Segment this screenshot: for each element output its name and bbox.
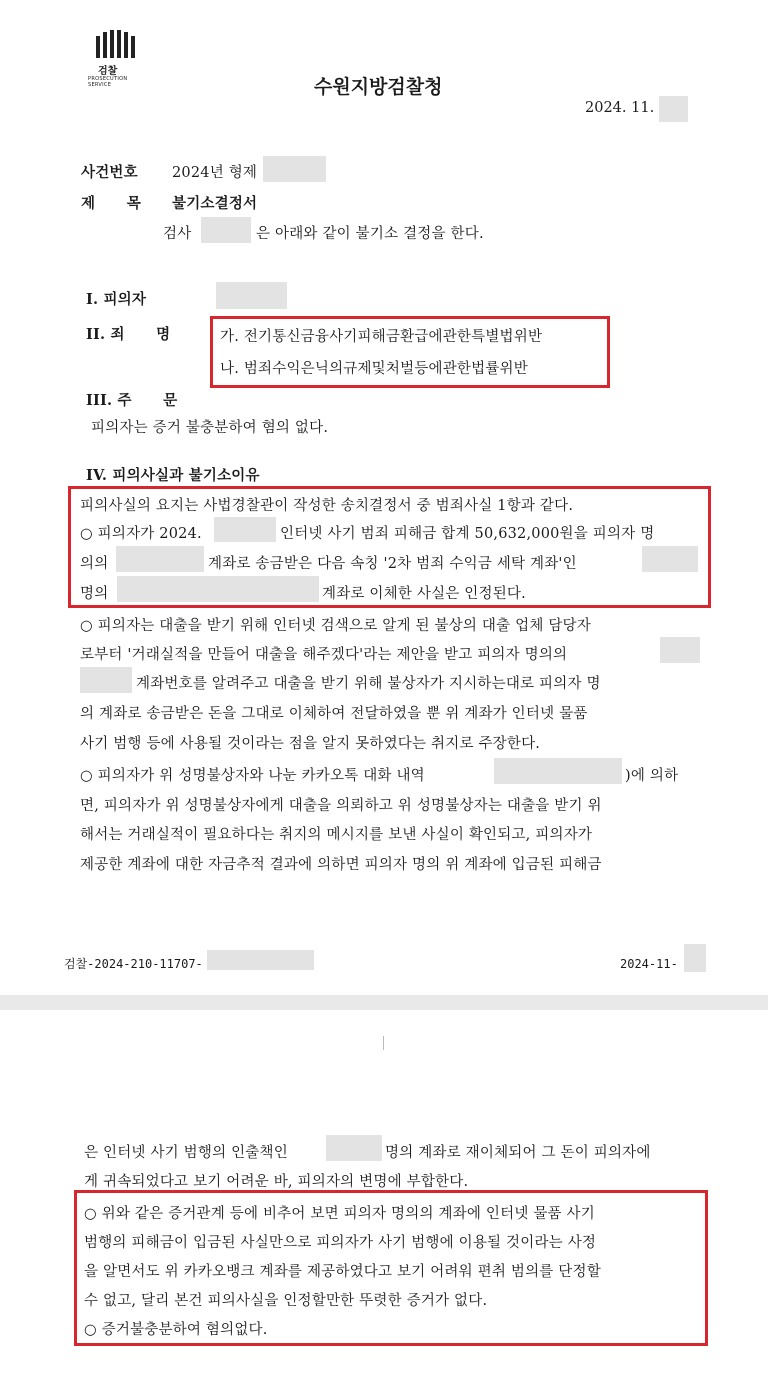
- logo-text-kr: 검찰: [98, 66, 118, 77]
- redacted-account-2: [117, 576, 319, 602]
- claim-line-3: 계좌번호를 알려주고 대출을 받기 위해 불상자가 지시하는대로 피의자 명: [136, 676, 601, 692]
- facts-line-4b: 계좌로 이체한 사실은 인정된다.: [322, 586, 526, 602]
- section-2-label: II. 죄 명: [86, 326, 171, 343]
- intro-text: 은 아래와 같이 불기소 결정을 한다.: [256, 226, 484, 242]
- section-3-text: 피의자는 증거 불충분하여 혐의 없다.: [91, 420, 329, 436]
- redacted-evidence-ref: [494, 758, 622, 784]
- footer-date: 2024-11-: [620, 957, 678, 971]
- conclusion-line-4: 수 없고, 달리 본건 피의사실을 인정할만한 뚜렷한 증거가 없다.: [84, 1293, 488, 1309]
- prosecution-logo: [88, 30, 150, 88]
- redacted-name-2: [642, 546, 698, 572]
- claim-line-4: 의 계좌로 송금받은 돈을 그대로 이체하여 전달하였을 뿐 위 계좌가 인터넷 물품: [80, 706, 588, 722]
- redacted-prosecutor-name: [201, 217, 251, 243]
- intro-prosecutor: 검사: [163, 226, 192, 242]
- evidence-line-1b: )에 의하: [625, 768, 679, 784]
- evidence-line-1a: ○ 피의자가 위 성명불상자와 나눈 카카오톡 대화 내역: [80, 768, 425, 784]
- evidence-line-2: 면, 피의자가 위 성명불상자에게 대출을 의뢰하고 위 성명불상자는 대출을 받기 위: [80, 798, 602, 814]
- cont-line-2: 게 귀속되었다고 보기 어려운 바, 피의자의 변명에 부합한다.: [84, 1174, 469, 1190]
- claim-line-1: ○ 피의자는 대출을 받기 위해 인터넷 검색으로 알게 된 불상의 대출 업체 담당자: [80, 618, 591, 634]
- section-4-label: IV. 피의사실과 불기소이유: [86, 467, 260, 484]
- case-number-value: 2024년 형제: [172, 165, 258, 181]
- facts-line-3b: 계좌로 송금받은 다음 속칭 '2차 범죄 수익금 세탁 계좌'인: [208, 556, 577, 572]
- redacted-transfer-date: [214, 517, 276, 542]
- redacted-account-1: [116, 546, 204, 572]
- logo-text-en: PROSECUTION SERVICE: [88, 76, 128, 88]
- office-title: 수원지방검찰청: [314, 76, 443, 98]
- facts-line-4a: 명의: [80, 586, 109, 602]
- section-3-label: III. 주 문: [86, 392, 178, 409]
- charge-2: 나. 범죄수익은닉의규제및처벌등에관한법률위반: [220, 361, 528, 377]
- title-value: 불기소결정서: [172, 195, 258, 212]
- cont-line-1b: 명의 계좌로 재이체되어 그 돈이 피의자에: [385, 1145, 651, 1161]
- facts-line-3a: 의의: [80, 556, 109, 572]
- redacted-date: [659, 96, 688, 122]
- redacted-withdrawer-name: [326, 1135, 382, 1161]
- section-1-label: I. 피의자: [86, 291, 147, 308]
- page-separator: [0, 995, 768, 1010]
- case-number-label: 사건번호: [81, 164, 138, 181]
- facts-line-2a: ○ 피의자가 2024.: [80, 526, 202, 542]
- facts-line-2b: 인터넷 사기 범죄 피해금 합계 50,632,000원을 피의자 명: [280, 526, 655, 542]
- redacted-account-3: [80, 667, 132, 693]
- redacted-doc-number: [207, 950, 314, 970]
- header-date: 2024. 11.: [585, 100, 655, 116]
- footer-doc-number: 검찰-2024-210-11707-: [64, 957, 203, 971]
- claim-line-2: 로부터 '거래실적을 만들어 대출을 해주겠다'라는 제안을 받고 피의자 명의의: [80, 647, 568, 663]
- charge-1: 가. 전기통신금융사기피해금환급에관한특별법위반: [220, 329, 543, 345]
- redacted-footer-date: [684, 944, 706, 972]
- conclusion-line-5: ○ 증거불충분하여 혐의없다.: [84, 1322, 268, 1338]
- title-label: 제 목: [81, 195, 141, 212]
- document-page-2: [0, 1010, 768, 1381]
- redacted-case-number: [263, 156, 326, 182]
- evidence-line-4: 제공한 계좌에 대한 자금추적 결과에 의하면 피의자 명의 위 계좌에 입금된 피해금: [80, 857, 602, 873]
- scan-mark: [383, 1036, 384, 1050]
- claim-line-5: 사기 범행 등에 사용될 것이라는 점을 알지 못하였다는 취지로 주장한다.: [80, 736, 541, 752]
- redacted-suspect-name: [216, 282, 287, 309]
- conclusion-line-2: 범행의 피해금이 입금된 사실만으로 피의자가 사기 범행에 이용될 것이라는 사정: [84, 1235, 597, 1251]
- facts-line-1: 피의사실의 요지는 사법경찰관이 작성한 송치결정서 중 범죄사실 1항과 같다.: [80, 498, 574, 514]
- redacted-bank-name: [660, 637, 700, 663]
- conclusion-line-3: 을 알면서도 위 카카오뱅크 계좌를 제공하였다고 보기 어려워 편취 범의를 단정할: [84, 1264, 601, 1280]
- logo-bars-icon: [96, 30, 136, 58]
- conclusion-line-1: ○ 위와 같은 증거관계 등에 비추어 보면 피의자 명의의 계좌에 인터넷 물품 사기: [84, 1206, 595, 1222]
- evidence-line-3: 해서는 거래실적이 필요하다는 취지의 메시지를 보낸 사실이 확인되고, 피의자가: [80, 827, 593, 843]
- cont-line-1a: 은 인터넷 사기 범행의 인출책인: [84, 1145, 288, 1161]
